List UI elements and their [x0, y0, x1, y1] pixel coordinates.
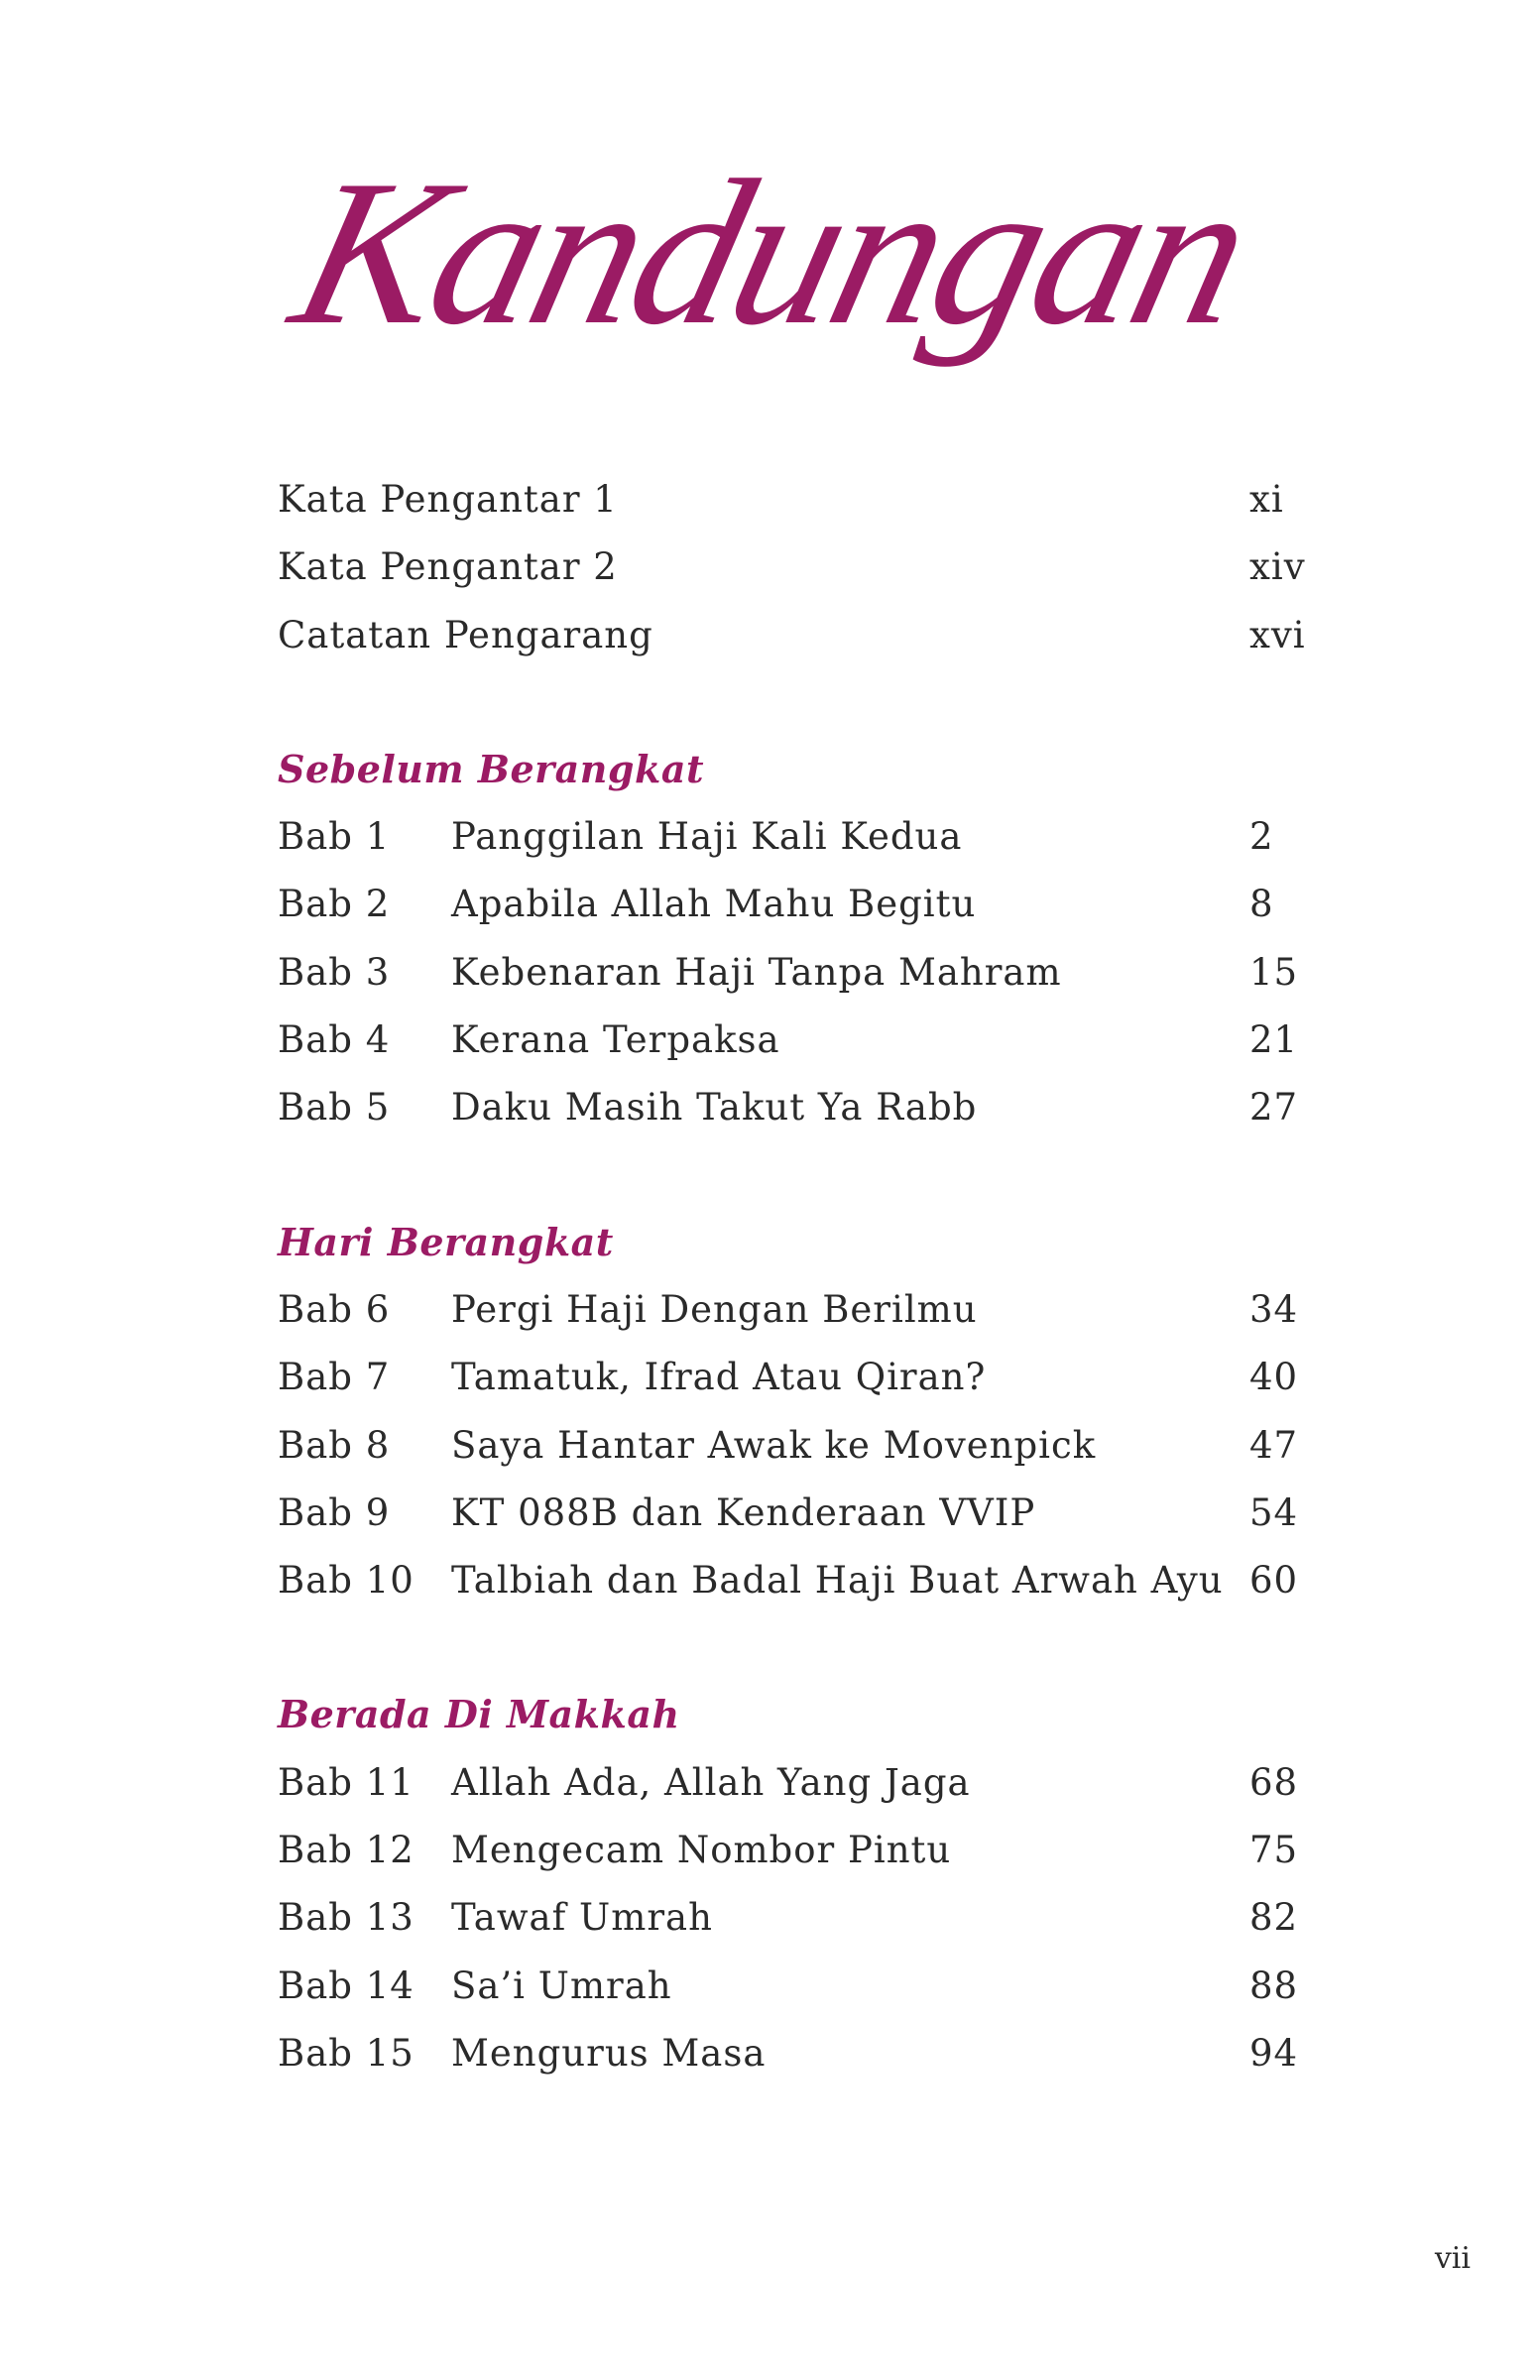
chapter-label: Bab 15 — [278, 2031, 415, 2075]
section-heading: Berada Di Makkah — [278, 1692, 680, 1737]
toc-entry[interactable] — [278, 1412, 1299, 1480]
toc-entry[interactable] — [278, 1480, 1299, 1547]
chapter-title: Daku Masih Takut Ya Rabb — [451, 1086, 978, 1130]
entry-page: xvi — [1249, 613, 1306, 656]
chapter-title: Mengurus Masa — [451, 2031, 767, 2075]
toc-entry[interactable] — [278, 1817, 1299, 1884]
toc-entry[interactable] — [278, 1884, 1299, 1952]
entry-title: Kata Pengantar 1 — [278, 478, 618, 521]
chapter-title: Kerana Terpaksa — [451, 1018, 780, 1062]
chapter-title: Allah Ada, Allah Yang Jaga — [451, 1760, 971, 1804]
chapter-page: 47 — [1249, 1423, 1299, 1467]
chapter-page: 88 — [1249, 1964, 1299, 2007]
entry-title: Catatan Pengarang — [278, 613, 653, 656]
chapter-page: 82 — [1249, 1896, 1299, 1940]
entry-page: xiv — [1249, 545, 1306, 589]
chapter-title: Tamatuk, Ifrad Atau Qiran? — [451, 1356, 987, 1399]
chapter-title: Talbiah dan Badal Haji Buat Arwah Ayu — [451, 1559, 1224, 1603]
toc-entry[interactable] — [278, 1007, 1299, 1074]
section-heading: Sebelum Berangkat — [278, 746, 705, 791]
toc-entry[interactable] — [278, 1547, 1299, 1614]
section-heading: Hari Berangkat — [278, 1219, 614, 1264]
chapter-page: 15 — [1249, 950, 1299, 994]
chapter-label: Bab 10 — [278, 1559, 415, 1603]
chapter-page: 68 — [1249, 1760, 1299, 1804]
chapter-page: 54 — [1249, 1490, 1299, 1534]
chapter-label: Bab 5 — [278, 1086, 391, 1130]
toc-entry[interactable] — [278, 1074, 1299, 1141]
chapter-page: 75 — [1249, 1829, 1299, 1872]
toc-entry[interactable] — [278, 1276, 1299, 1344]
chapter-page: 40 — [1249, 1356, 1299, 1399]
chapter-page: 34 — [1249, 1287, 1299, 1331]
chapter-page: 60 — [1249, 1559, 1299, 1603]
page-title: Kandungan — [275, 138, 1269, 368]
chapter-page: 27 — [1249, 1086, 1299, 1130]
chapter-title: KT 088B dan Kenderaan VVIP — [451, 1490, 1036, 1534]
chapter-label: Bab 6 — [278, 1287, 391, 1331]
toc-entry[interactable] — [278, 803, 1299, 871]
chapter-label: Bab 12 — [278, 1829, 415, 1872]
chapter-title: Apabila Allah Mahu Begitu — [451, 883, 977, 926]
toc-entry[interactable] — [278, 534, 1306, 601]
chapter-label: Bab 8 — [278, 1423, 391, 1467]
chapter-page: 21 — [1249, 1018, 1299, 1062]
chapter-label: Bab 4 — [278, 1018, 391, 1062]
chapter-label: Bab 1 — [278, 815, 391, 859]
chapter-title: Sa’i Umrah — [451, 1964, 672, 2007]
chapter-title: Mengecam Nombor Pintu — [451, 1829, 952, 1872]
entry-title: Kata Pengantar 2 — [278, 545, 618, 589]
chapter-label: Bab 9 — [278, 1490, 391, 1534]
chapter-label: Bab 7 — [278, 1356, 391, 1399]
toc-entry[interactable] — [278, 466, 1299, 534]
entry-page: xi — [1249, 478, 1284, 521]
chapter-page: 2 — [1249, 815, 1274, 859]
chapter-page: 8 — [1249, 883, 1274, 926]
chapter-page: 94 — [1249, 2031, 1299, 2075]
page-number: vii — [1434, 2241, 1471, 2276]
chapter-label: Bab 14 — [278, 1964, 415, 2007]
toc-entry[interactable] — [278, 2020, 1299, 2087]
toc-entry[interactable] — [278, 1749, 1299, 1817]
table-of-contents — [278, 466, 1306, 2087]
toc-entry[interactable] — [278, 1344, 1299, 1411]
chapter-title: Pergi Haji Dengan Berilmu — [451, 1287, 978, 1331]
chapter-label: Bab 2 — [278, 883, 391, 926]
chapter-title: Tawaf Umrah — [451, 1896, 713, 1940]
toc-entry[interactable] — [278, 871, 1299, 938]
chapter-label: Bab 3 — [278, 950, 391, 994]
toc-entry[interactable] — [278, 1953, 1299, 2020]
chapter-title: Panggilan Haji Kali Kedua — [451, 815, 963, 859]
toc-entry[interactable] — [278, 939, 1299, 1007]
chapter-label: Bab 11 — [278, 1760, 415, 1804]
chapter-title: Kebenaran Haji Tanpa Mahram — [451, 950, 1062, 994]
toc-entry[interactable] — [278, 602, 1306, 669]
chapter-label: Bab 13 — [278, 1896, 415, 1940]
chapter-title: Saya Hantar Awak ke Movenpick — [451, 1423, 1097, 1467]
